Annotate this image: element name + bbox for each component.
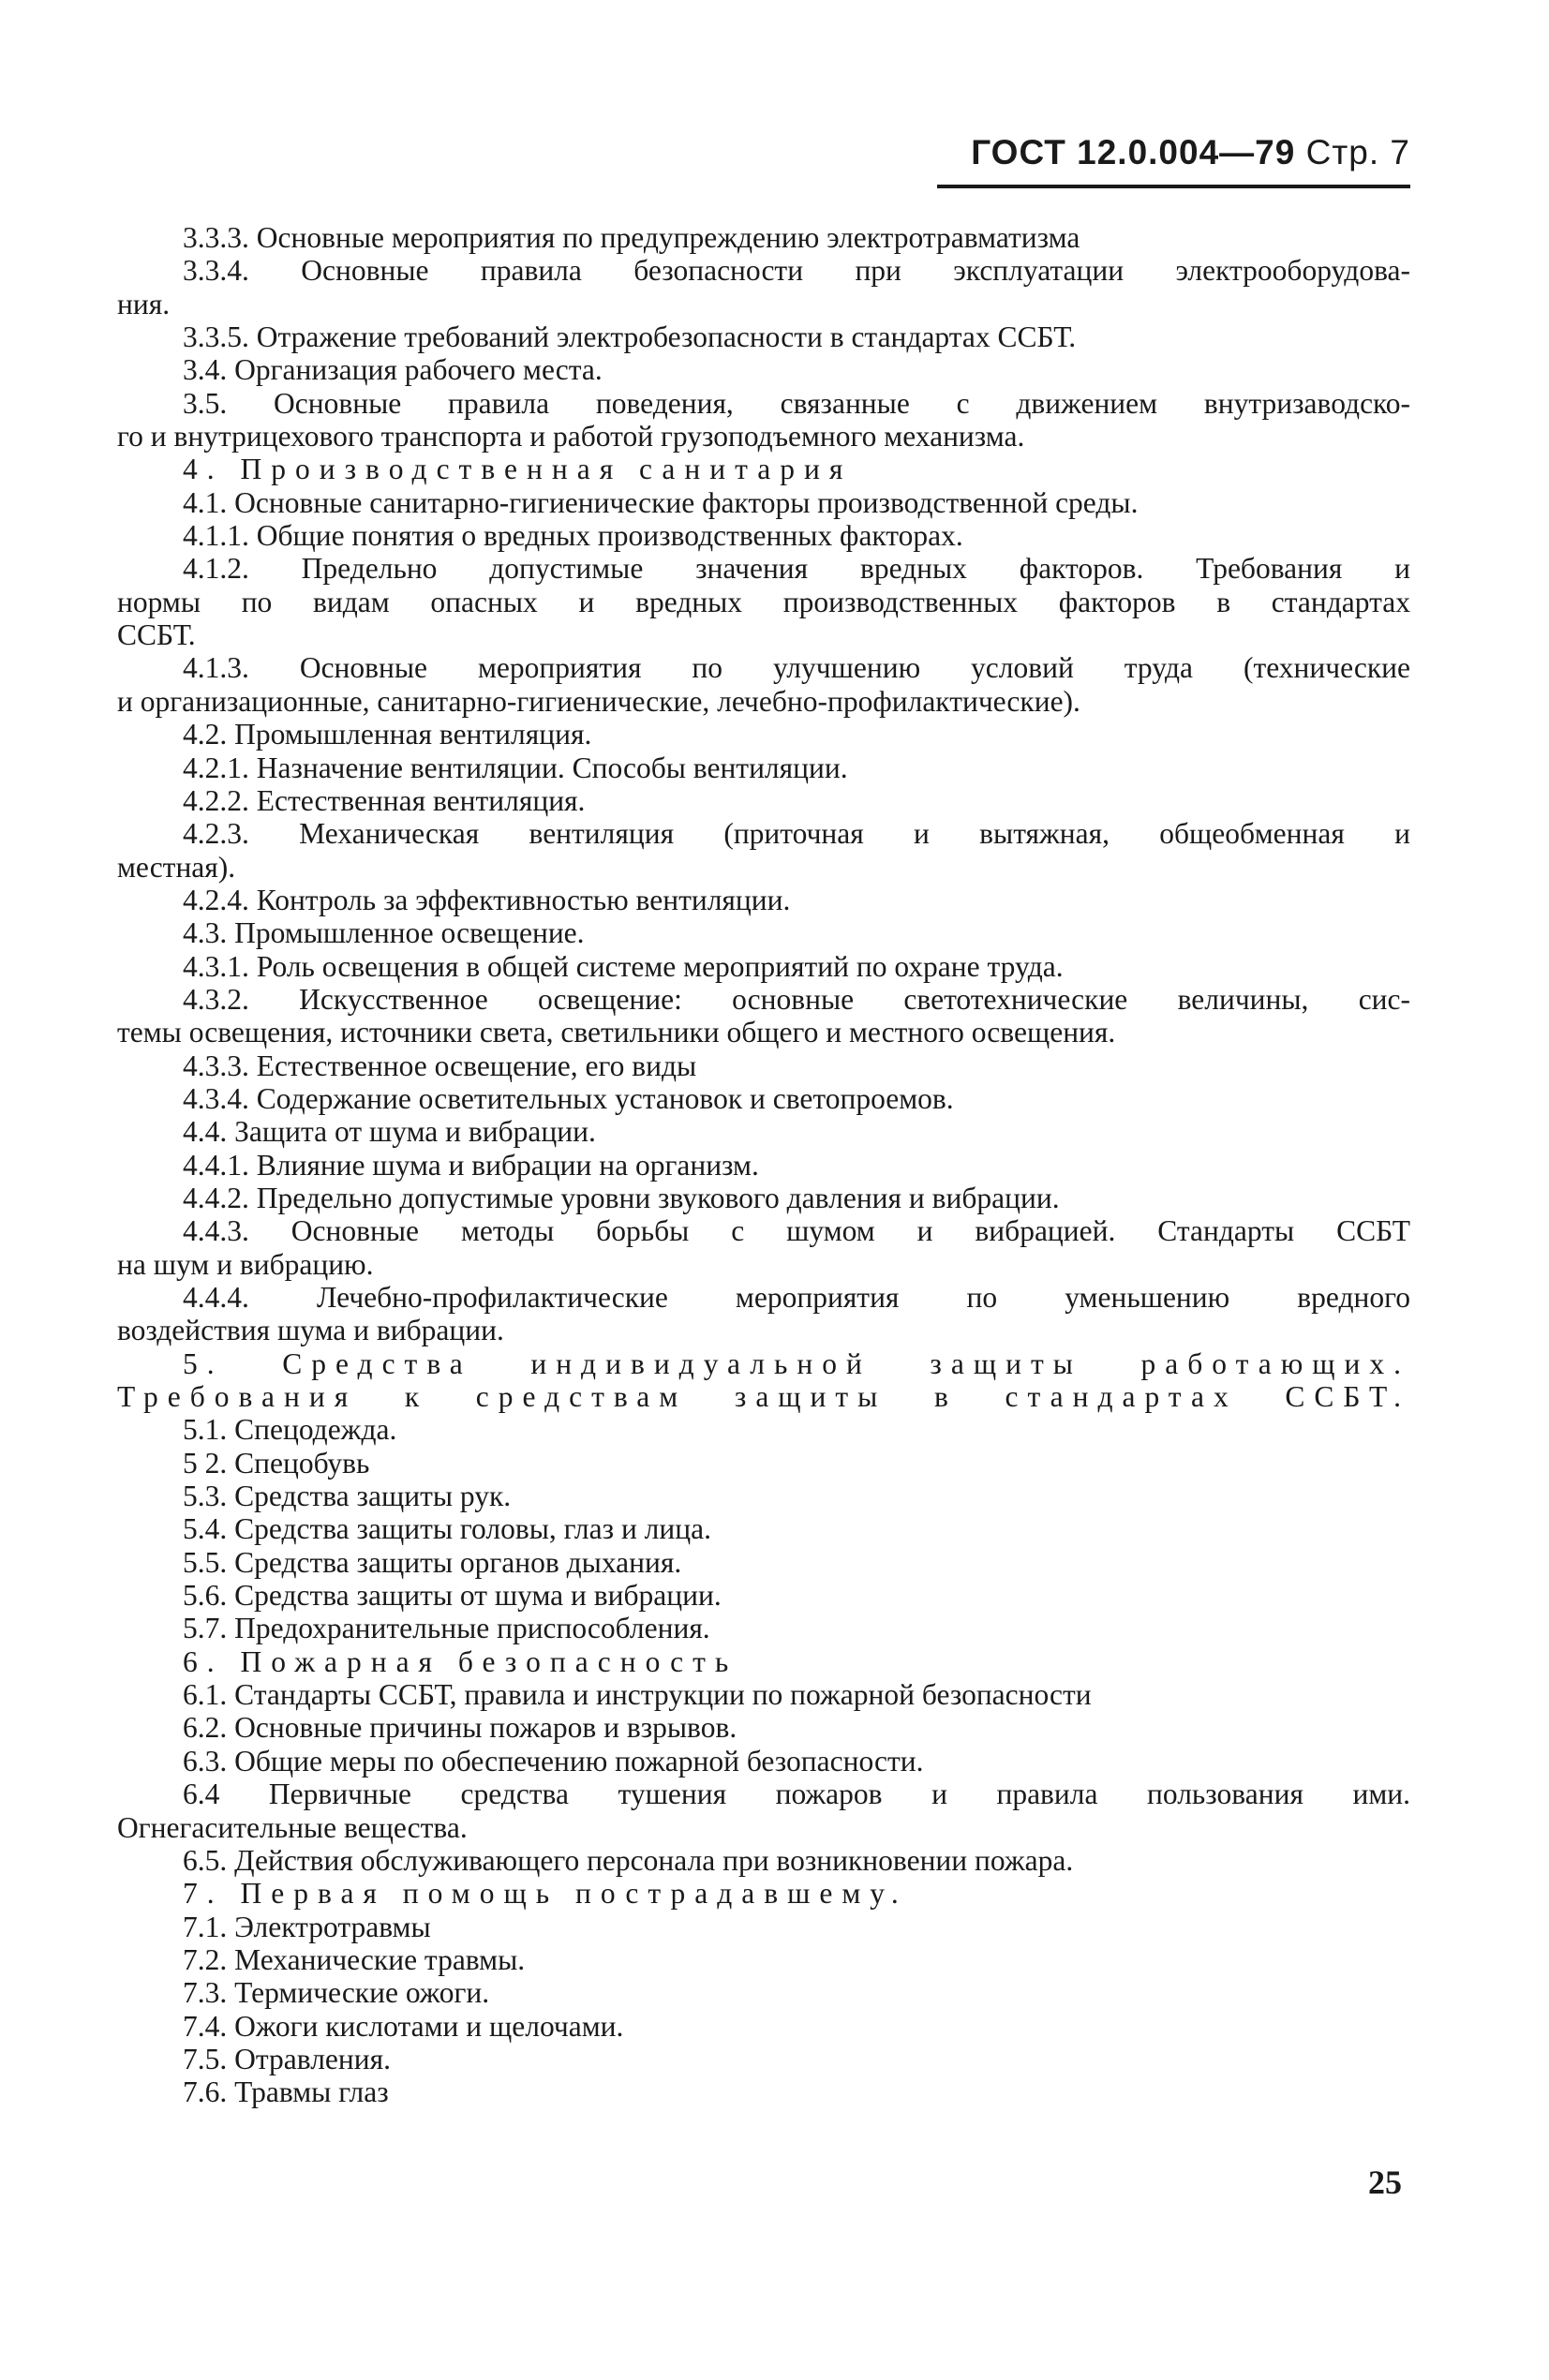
text-line: воздействия шума и вибрации.	[117, 1314, 504, 1347]
text-line: 4.1.1. Общие понятия о вредных производственных факторах.	[183, 519, 963, 553]
text-line: 5.1. Спецодежда.	[183, 1413, 397, 1447]
section-heading: 5. Средства индивидуальной защиты работающих.	[183, 1346, 1410, 1380]
text-line: 7.1. Электротравмы	[183, 1910, 431, 1943]
header-text	[971, 133, 1410, 172]
text-line: 7.4. Ожоги кислотами и щелочами.	[183, 2009, 624, 2043]
text-line: 4.4.3. Основные методы борьбы с шумом и вибрацией. Стандарты ССБТ	[183, 1214, 1410, 1248]
text-line: 6.1. Стандарты ССБТ, правила и инструкции по пожарной безопасности	[183, 1678, 1092, 1712]
text-line: 4.1.2. Предельно допустимые значения вредных факторов. Требования и	[183, 552, 1410, 586]
section-heading: Требования к средствам защиты в стандартах ССБТ.	[117, 1380, 1410, 1414]
text-line: 6.2. Основные причины пожаров и взрывов.	[183, 1711, 737, 1745]
header-rule	[937, 185, 1410, 188]
text-line: темы освещения, источники света, светильники общего и местного освещения.	[117, 1016, 1116, 1049]
text-line: 4.4.4. Лечебно-профилактические мероприятия по уменьшению вредного	[183, 1281, 1410, 1314]
header-gost: ГОСТ 12.0.004—79	[971, 133, 1296, 171]
text-line: 7.6. Травмы глаз	[183, 2075, 389, 2109]
text-line: 3.3.4. Основные правила безопасности при эксплуатации электрооборудова-	[183, 254, 1410, 288]
text-line: 6.4 Первичные средства тушения пожаров и правила пользования ими.	[183, 1778, 1410, 1811]
text-line: 5.7. Предохранительные приспособления.	[183, 1612, 710, 1645]
text-line: 4.1.3. Основные мероприятия по улучшению условий труда (технические	[183, 651, 1410, 685]
text-line: 4.3. Промышленное освещение.	[183, 916, 585, 950]
text-line: 4.4.1. Влияние шума и вибрации на организм.	[183, 1148, 759, 1182]
text-line: Огнегасительные вещества.	[117, 1810, 468, 1844]
text-line: 5.5. Средства защиты органов дыхания.	[183, 1545, 682, 1579]
text-line: ССБТ.	[117, 618, 196, 652]
text-line: 3.3.3. Основные мероприятия по предупреждению электротравматизма	[183, 221, 1080, 254]
section-heading: 4. Производственная санитария	[183, 453, 853, 486]
text-line: 4.3.2. Искусственное освещение: основные светотехнические величины, сис-	[183, 982, 1410, 1016]
text-line: на шум и вибрацию.	[117, 1247, 374, 1281]
text-line: 5.6. Средства защиты от шума и вибрации.	[183, 1579, 722, 1613]
text-line: 4.2.4. Контроль за эффективностью вентиляции.	[183, 883, 791, 916]
section-heading: 6. Пожарная безопасность	[183, 1644, 738, 1678]
text-line: 4.2.1. Назначение вентиляции. Способы вентиляции.	[183, 751, 848, 784]
text-line: 4.3.1. Роль освещения в общей системе мероприятий по охране труда.	[183, 949, 1064, 983]
page-header	[937, 133, 1410, 189]
text-line: 5.3. Средства защиты рук.	[183, 1480, 512, 1513]
text-line: 7.5. Отравления.	[183, 2042, 391, 2075]
header-page-label: Стр. 7	[1305, 133, 1410, 171]
text-line: 5 2. Спецобувь	[183, 1446, 370, 1480]
section-heading: 7. Первая помощь пострадавшему.	[183, 1877, 908, 1911]
text-line: 4.1. Основные санитарно-гигиенические факторы производственной среды.	[183, 485, 1139, 519]
text-line: ния.	[117, 287, 171, 320]
text-line: 3.4. Организация рабочего места.	[183, 353, 603, 387]
text-line: и организационные, санитарно-гигиенические, лечебно-профилактические).	[117, 684, 1080, 718]
text-line: 4.3.3. Естественное освещение, его виды	[183, 1049, 697, 1082]
text-line: 4.4.2. Предельно допустимые уровни звукового давления и вибрации.	[183, 1181, 1060, 1214]
text-line: нормы по видам опасных и вредных производственных факторов в стандартах	[117, 585, 1410, 618]
page-number: 25	[1368, 2164, 1402, 2201]
text-line: 4.2.2. Естественная вентиляция.	[183, 783, 586, 817]
text-line: 7.3. Термические ожоги.	[183, 1976, 490, 2010]
text-line: 5.4. Средства защиты головы, глаз и лица.	[183, 1512, 711, 1546]
text-line: 3.5. Основные правила поведения, связанные с движением внутризаводско-	[183, 386, 1410, 420]
text-line: 3.3.5. Отражение требований электробезопасности в стандартах ССБТ.	[183, 320, 1077, 354]
text-line: 4.3.4. Содержание осветительных установок и светопроемов.	[183, 1081, 954, 1115]
text-line: 6.5. Действия обслуживающего персонала при возникновении пожара.	[183, 1843, 1074, 1877]
text-line: местная).	[117, 850, 236, 884]
text-line: го и внутрицехового транспорта и работой грузоподъемного механизма.	[117, 420, 1025, 454]
text-line: 4.2.3. Механическая вентиляция (приточная и вытяжная, общеобменная и	[183, 817, 1410, 851]
text-line: 4.4. Защита от шума и вибрации.	[183, 1115, 596, 1149]
text-line: 6.3. Общие меры по обеспечению пожарной безопасности.	[183, 1744, 924, 1778]
document-body	[117, 221, 1410, 2109]
text-line: 7.2. Механические травмы.	[183, 1942, 526, 1976]
text-line: 4.2. Промышленная вентиляция.	[183, 718, 592, 751]
